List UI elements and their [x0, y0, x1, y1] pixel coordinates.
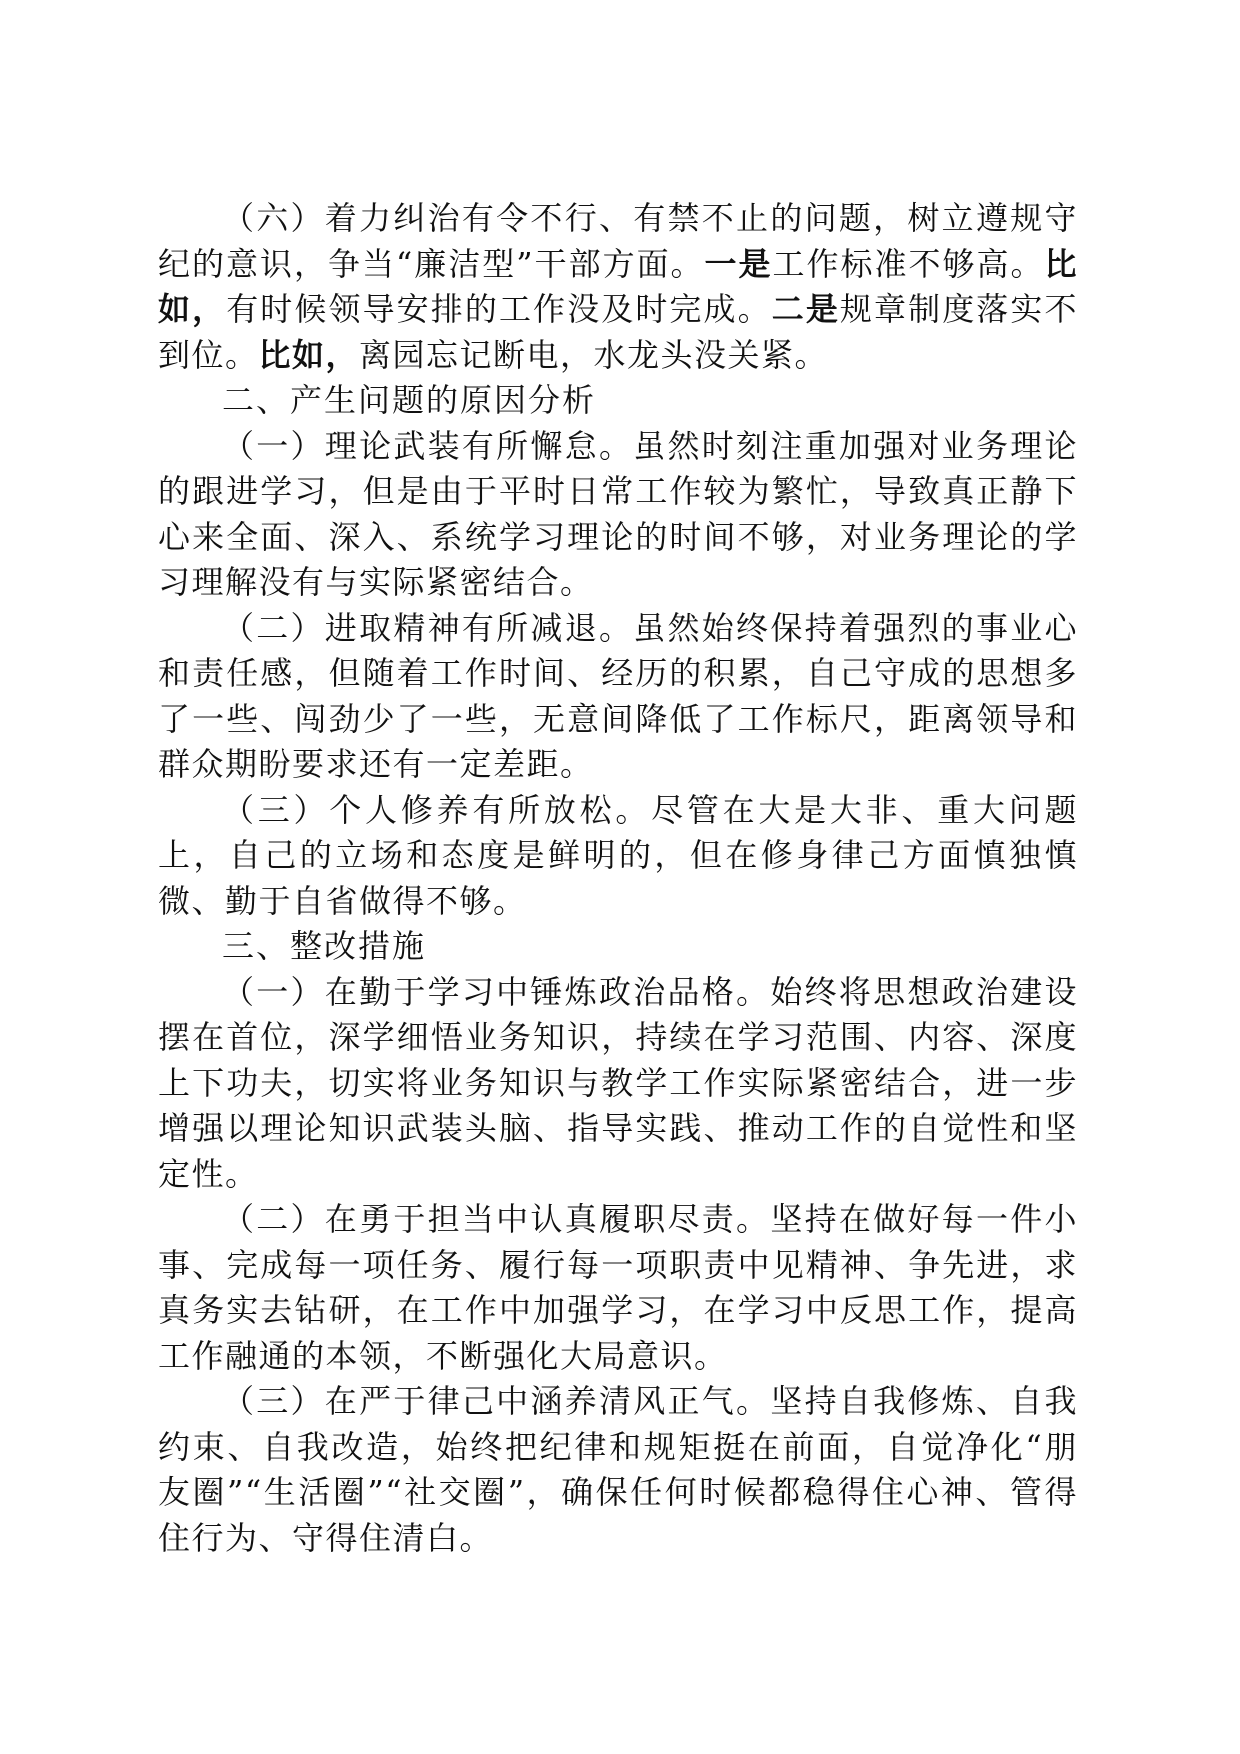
section-heading-causes: 二、产生问题的原因分析 — [222, 381, 597, 419]
measure-paragraph-2: （二）在勇于担当中认真履职尽责。坚持在做好每一件小事、完成每一项任务、履行每一项职责中见精神、争先进，求真务实去钻研，在工作中加强学习，在学习中反思工作，提高工作融通的本领，不断强化大局意识。 — [158, 1200, 1078, 1375]
point-one-text: 工作标准不够高。 — [772, 244, 1045, 283]
cause-paragraph-2: （二）进取精神有所减退。虽然始终保持着强烈的事业心和责任感，但随着工作时间、经历的积累，自己守成的思想多了一些、闯劲少了一些，无意间降低了工作标尺，距离领导和群众期盼要求还有一定差距。 — [158, 608, 1078, 783]
measure-paragraph-1: （一）在勤于学习中锤炼政治品格。始终将思想政治建设摆在首位，深学细悟业务知识，持续在学习范围、内容、深度上下功夫，切实将业务知识与教学工作实际紧密结合，进一步增强以理论知识武装头脑、指导实践、推动工作的自觉性和坚定性。 — [158, 972, 1078, 1193]
paragraph-six-lead: （六）着力纠治有令不行、有禁不止的问题，树立遵规守纪的意识，争当“廉洁型”干部方面。 — [158, 199, 1078, 283]
cause-paragraph-3: （三）个人修养有所放松。尽管在大是大非、重大问题上，自己的立场和态度是鲜明的，但在修身律己方面慎独慎微、勤于自省做得不够。 — [158, 790, 1078, 920]
paragraph-six — [158, 196, 1078, 378]
example-one-label: 比如， — [158, 244, 1078, 328]
point-one-label: 一是 — [704, 244, 773, 283]
point-two-label: 二是 — [771, 290, 840, 328]
measure-paragraph-3: （三）在严于律己中涵养清风正气。坚持自我修炼、自我约束、自我改造，始终把纪律和规矩挺在前面，自觉净化“朋友圈”“生活圈”“社交圈”，确保任何时候都稳得住心神、管得住行为、守得住清白。 — [158, 1382, 1078, 1557]
cause-paragraph-1: （一）理论武装有所懈怠。虽然时刻注重加强对业务理论的跟进学习，但是由于平时日常工作较为繁忙，导致真正静下心来全面、深入、系统学习理论的时间不够，对业务理论的学习理解没有与实际紧密结合。 — [158, 426, 1078, 601]
example-two-text: 离园忘记断电，水龙头没关紧。 — [359, 335, 829, 374]
document-page — [158, 196, 1078, 1561]
example-one-text: 有时候领导安排的工作没及时完成。 — [226, 290, 772, 328]
section-heading-measures: 三、整改措施 — [222, 927, 427, 965]
point-two-text: 规章制度落实不到位。 — [158, 290, 1078, 374]
example-two-label: 比如， — [258, 335, 360, 374]
